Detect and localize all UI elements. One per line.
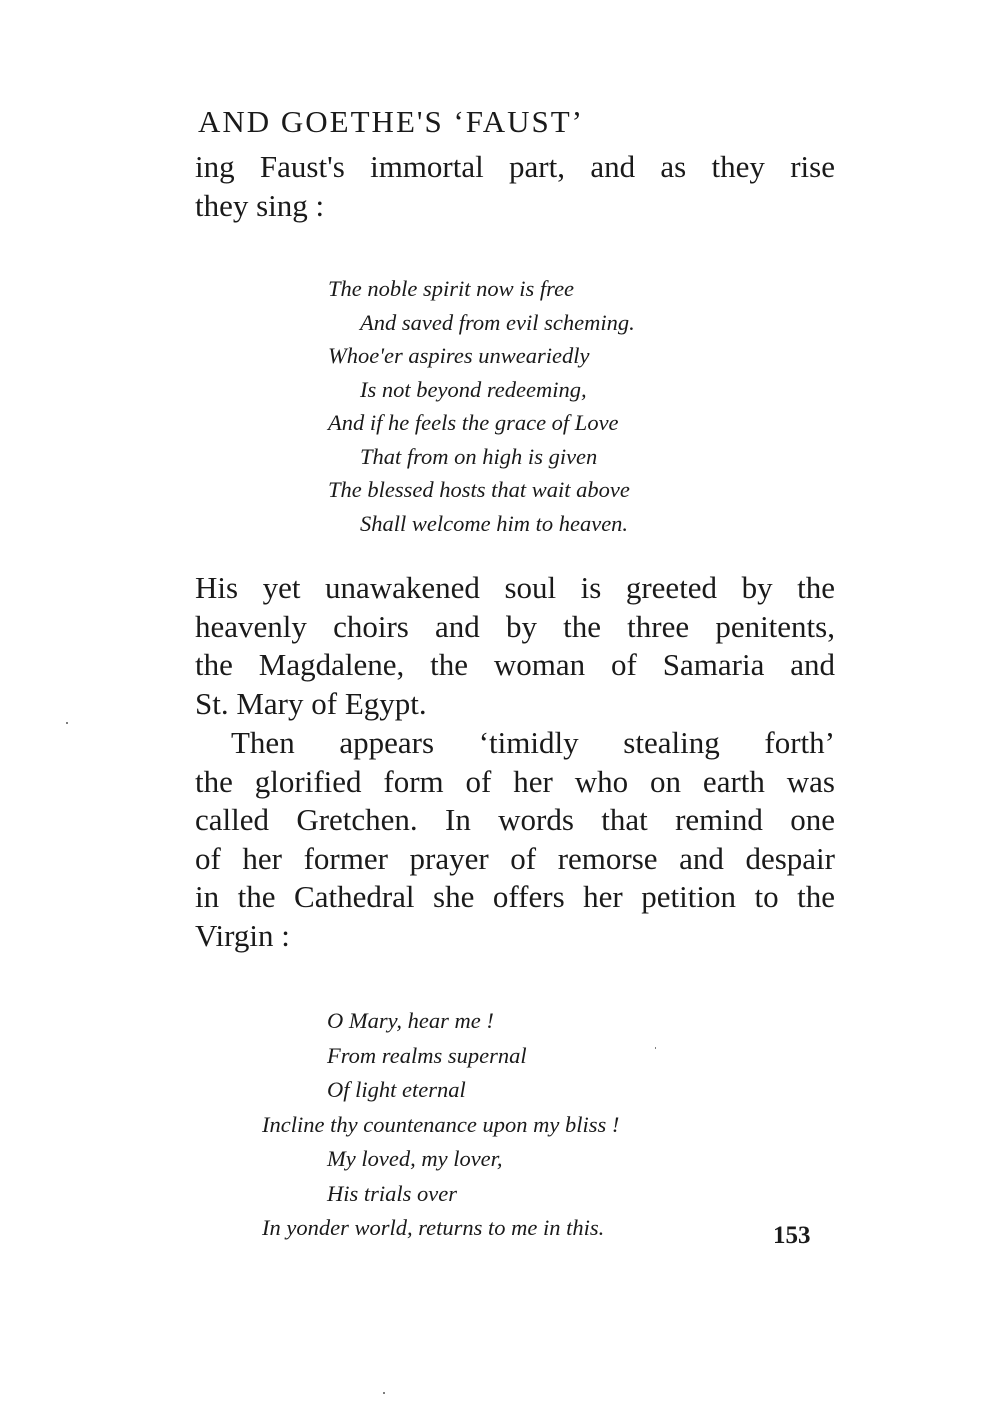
paragraph-2: [195, 569, 835, 723]
verse-line: The blessed hosts that wait above: [328, 477, 630, 502]
text-line: they sing :: [195, 187, 325, 223]
verse-line: And saved from evil scheming.: [360, 309, 635, 335]
poem-2: [262, 1004, 619, 1246]
page-number: 153: [773, 1222, 811, 1249]
text-line: His yet unawakened soul is greeted by the: [195, 570, 835, 605]
text-line: the glorified form of her who on earth was: [195, 763, 835, 799]
text-line: St. Mary of Egypt.: [195, 685, 427, 721]
verse-line: In yonder world, returns to me in this.: [262, 1215, 605, 1240]
running-head: AND GOETHE'S ‘FAUST’: [198, 104, 584, 139]
verse-line: From realms supernal: [327, 1042, 527, 1068]
verse-line: O Mary, hear me !: [327, 1008, 494, 1033]
text-line: called Gretchen. In words that remind one: [195, 802, 835, 837]
verse-line: Is not beyond redeeming,: [360, 376, 587, 402]
scan-speck: [383, 1392, 385, 1394]
paragraph-1: [195, 148, 835, 225]
scan-speck: [66, 722, 68, 724]
verse-line: And if he feels the grace of Love: [328, 410, 619, 435]
text-line: ing Faust's immortal part, and as they rise: [195, 149, 835, 184]
text-line: of her former prayer of remorse and despair: [195, 840, 835, 876]
verse-line: Shall welcome him to heaven.: [360, 510, 629, 536]
verse-line: My loved, my lover,: [327, 1146, 503, 1171]
verse-line: Of light eternal: [327, 1077, 466, 1102]
text-line: the Magdalene, the woman of Samaria and: [195, 647, 835, 682]
poem-1: [328, 272, 635, 540]
paragraph-3: [195, 724, 835, 955]
text-line: Then appears ‘timidly stealing forth’: [231, 725, 835, 760]
scan-speck: [655, 1047, 656, 1049]
verse-line: Whoe'er aspires unweariedly: [328, 343, 590, 368]
text-line: in the Cathedral she offers her petition to the: [195, 879, 835, 914]
text-line: Virgin :: [195, 917, 290, 953]
verse-line: Incline thy countenance upon my bliss !: [262, 1111, 620, 1137]
verse-line: His trials over: [327, 1180, 458, 1206]
verse-line: That from on high is given: [360, 443, 598, 469]
verse-line: The noble spirit now is free: [328, 276, 575, 301]
text-line: heavenly choirs and by the three penitents,: [195, 608, 835, 644]
